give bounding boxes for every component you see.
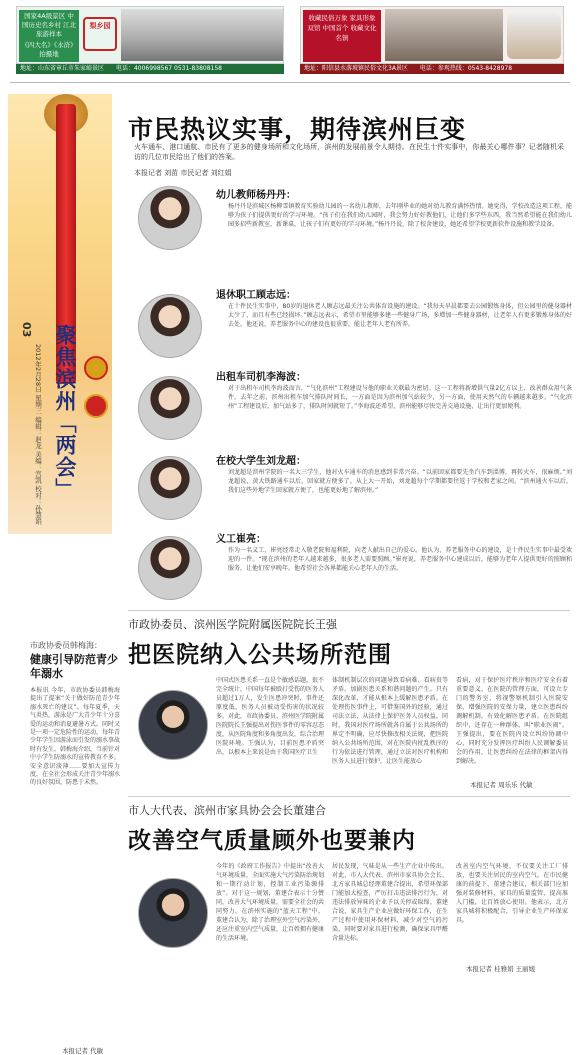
ad-right-building-image — [385, 9, 503, 61]
story3-headline: 改善空气质量顾外也要兼内 — [128, 827, 416, 854]
interviewee-photo — [138, 376, 202, 440]
interviewee-block — [134, 186, 572, 266]
interviewee-name: 义工崔亮： — [216, 534, 266, 545]
story2-portrait-photo — [138, 690, 208, 760]
story2-kicker: 市政协委员、滨州医学院附属医院院长王强 — [128, 618, 337, 631]
tourism-ad-left[interactable] — [16, 6, 284, 64]
ad-right-text-box: 收藏民俗万象 家具形象双馆 中国首个 收藏文化名镇 — [303, 10, 381, 62]
interviewee-block — [134, 452, 572, 532]
main-reporters: 本报记者 刘苗 市民记者 刘红娟 — [134, 169, 232, 177]
section-divider — [128, 610, 570, 611]
story3-column: 改善室内空气环境，不仅要关注工厂排放，也要关注居民的室内空气。在市民健康的前提下，董建合建议，相关部门应加强对装修材料、家具的质量监管，提高准入门槛，让百姓放心使用。他表示，北方家具城将积极配合，引导企业生产环保家具。 — [456, 863, 568, 924]
sidebar-headline: 健康引导防范青少年溺水 — [30, 653, 118, 680]
sidebar-kicker: 市政协委员韩梅海： — [30, 641, 102, 650]
interviewee-name: 幼儿教师杨丹丹： — [216, 190, 296, 201]
interviewee-block — [134, 530, 572, 610]
story3-column: 今年的《政府工作报告》中提出“改善大气环境质量，全面实施大气污染防治规划和一期行动计划，控制工业污染源排放”。对于这一规划，董建合表示十分赞同，改善大气环境质量，需要全社会的共同努力。在滨州实施的“蓝天工程”中，董建合认为，除了治理室外空气污染外，还应注重室内空气质量，让百姓拥有健康的生活环境。 — [216, 863, 324, 942]
story3-column: 居民发现，气味是从一些生产企业中传出。对此，市人大代表、滨州市家具协会会长、北方家具城总经理董建合提出，希望环保部门能加大检查，严厉打击违法排污行为，对违法排放异味的企业予以关停或取缔。董建合说，家具生产企业应做好环保工作，在生产过程中使用环保材料，减少对空气的污染，同时要对家具进行检测，确保家具甲醛含量达标。 — [332, 863, 448, 942]
interviewee-name: 退休职工顾志远： — [216, 290, 296, 301]
ad-left-text: 国家4A级景区 中国历史名乡村 江北旅游样本 — [21, 12, 77, 38]
interviewee-name: 出租车司机李海波： — [216, 372, 306, 383]
ad-left-seal-logo: 梨乡园 — [83, 17, 117, 51]
page-number: 03 — [20, 322, 33, 338]
ad-left-contact-bar — [16, 64, 284, 74]
ad-right-address: 地址：阳信县水落坡镇民俗文化3A景区 — [304, 65, 408, 72]
ad-left-address: 地址：山东省章丘市朱家峪景区 — [20, 65, 105, 72]
interviewee-block — [134, 368, 572, 448]
ad-right-phone: 电话：参观热线：0543-8428978 — [419, 65, 513, 72]
sidebar-byline: 本报记者 代敏 — [62, 1047, 104, 1055]
sidebar-body: 本报讯 今年，市政协委员韩梅海提出了提案“关于做好防范青少年溺水死亡的建议”。每年夏季，天气炎热，游泳是广大青少年十分喜爱的运动和消夏避暑方式。同时又是一项一定危险性的运动，每年青少年学生因游泳而引发的溺水事故时有发生。韩梅海介绍，当前针对中小学生防溺水的宣传教育不多，安全意识淡薄……要加大宣传力度，在全社会形成关注青少年溺水的良好氛围，防患于未然。 — [30, 687, 121, 787]
national-emblem-icon — [84, 356, 108, 380]
ad-right-contact-bar — [300, 64, 564, 74]
folk-museum-ad-right[interactable] — [300, 6, 564, 64]
interviewee-photo — [138, 456, 202, 520]
story3-byline: 本报记者 桂雅娟 王丽媛 — [466, 965, 536, 973]
interviewee-block — [134, 286, 572, 366]
interviewee-quote: 杨丹丹是滨城区杨柳雪镇教育实验幼儿园的一名幼儿教师，去年刚毕业的她对幼儿教育满怀热情。她觉得，学校改造这项工程，能够为孩子们提供更好的学习环境。“孩子们在我们幼儿园时，我会努力好好教他们，让他们多学些东西，我当然希望能在我们幼儿园多招些新教室，新课桌，让孩子们有更好的学习环境。”杨丹丹说，除了校舍建设，她还希望学校更新软件设施和教学设备。 — [228, 203, 572, 228]
story2-byline: 本报记者 周乐乐 代敏 — [470, 781, 533, 789]
interviewee-quote: 对于出租车司机李海波而言，“气化滨州”工程建设与他的职业关联最为密切。这一工程将新增供气量2亿方以上，改善群众用气条件。去年之前，滨州出租车加气排队时间长，一方面是因为滨州加气站较少，另一方面，使用天然气的车辆越来越多。“气化滨州”工程建设后，加气站多了，排队时间就短了。”李海波还希望，滨州能够尽快完善交通设施，让出行更加便利。 — [228, 385, 572, 410]
ad-left-scenery-image — [121, 9, 283, 61]
ad-left-phone: 电话：4006998567 0531-83808158 — [115, 65, 222, 72]
ad-left-text-box — [19, 10, 79, 62]
main-lead: 火车通车、港口通航、市民有了更多的健身场所和文化场所，滨州的发展前景令人期待。在民生十件实事中，你最关心哪件事？记者随机采访的几位市民给出了他们的答案。 — [134, 143, 564, 161]
header-divider — [10, 82, 570, 83]
interviewee-photo — [138, 294, 202, 358]
sidebar-story — [30, 640, 120, 788]
left-column — [0, 84, 121, 1055]
main-headline: 市民热议实事，期待滨州巨变 — [128, 115, 467, 144]
story3-portrait-photo — [138, 878, 208, 948]
section-title: 聚焦滨州「两会」 — [53, 324, 78, 500]
story2-column: 体制机制层次的问题导致看病难、看病贵等矛盾。加剧医患关系和谐问题的产生。只有深化改革，才能从根本上缓解医患矛盾。在处理伤医事件上，可借鉴国外的经验，通过司法立法，从法律上保护医务人员权益。同时，我国对医疗场所就各自属于公共场所的界定不明确，应尽快修改相关法规，把医院纳入公共场所范围，对在医院内扰乱秩序的行为依法进行管理，通过立法对医疗机构和医务人员进行保护，让医生能放心 — [332, 677, 448, 765]
interviewee-photo — [138, 186, 202, 250]
interviewee-name: 在校大学生刘龙超： — [216, 456, 306, 467]
cppcc-emblem-icon — [84, 394, 108, 418]
story2-column: 中国式医患关系一直是个敏感话题，很不完全统计，中国每年被殴打受伤的医务人员超过1万人，发生医患冲突时，事件还原度低，医务人员被动受伤害的状况较多。对此，市政协委员、滨州医学院附属医院院长王强提出对伤医事件的零容忍态度，从医院角度和多角度出发，综合治理医院环境。王强认为，目前医患矛盾突出，以根本上来说是由于我国医疗卫生 — [216, 677, 324, 756]
ad-left-subtext: 《四大名》《水浒》 拍摄地 — [21, 41, 77, 58]
interviewee-photo — [138, 536, 202, 600]
story2-column: 看病，对于保护医疗秩序和医疗安全有着重要意义。在医院的管理方面，可设立专门的警务室，将视警察机制引入医院安保，增强医院的安保力量，建立医患纠纷调解机制，有效化解医患矛盾。在医院组织中，还存在一种群体，叫“职业医闹”。王强提出，要在医院内设立纠纷协调中心，同时充分发挥医疗纠纷人民调解委员会的作用，让医患纠纷在法律的框架内得到解决。 — [456, 677, 568, 765]
page-meta: 2012年2月28日 星期三 编辑：赵龙 美编：宫凯 校对：孙慧娟 — [34, 344, 42, 525]
story2-headline: 把医院纳入公共场所范围 — [128, 641, 392, 668]
ad-right-sculpture-image — [507, 13, 561, 59]
section-divider — [128, 796, 570, 797]
story3-kicker: 市人大代表、滨州市家具协会会长董建合 — [128, 804, 326, 817]
top-advertisement-row — [0, 0, 580, 76]
interviewee-quote: 刘龙超是滨州学院的一名大三学生，他对火车通车的消息感到非常兴奋。“以前回家都要先坐汽车到淄博，再转火车，很麻烦。”刘龙超说，黄大铁路通车以后，回家就方便多了。从上大一开始，刘龙超每个学期都要往返于学校和老家之间。“滨州通火车以后，我们这些外地学生回家就方便了，也能更好地了解滨州。” — [228, 469, 572, 494]
interviewee-quote: 在十件民生实事中，80岁的退休老人顾志远最关注公共体育设施的建设。“我每天早晨都要去公园锻炼身体，但公园里的健身器材太少了，而且有些已经损坏。”顾志远表示，希望市里能够多建一些健身广场，多增加一些健身器材，让老年人有更多锻炼身体的好去处。他还说，养老服务中心的建设也很重要，能让老年人老有所养。 — [228, 303, 572, 328]
section-banner — [8, 94, 112, 534]
interviewee-quote: 作为一名义工，崔亮经常走入敬老院和福利院，向老人献出自己的爱心。他认为，养老服务中心的建设，是十件民生实事中最受欢迎的一件。“现在滨州的老年人越来越多，很多老人需要照顾。”崔亮说，养老服务中心建成以后，能够为老年人提供更好的照顾和服务，让他们安享晚年。他希望社会各界都能关心老年人的生活。 — [228, 547, 572, 572]
